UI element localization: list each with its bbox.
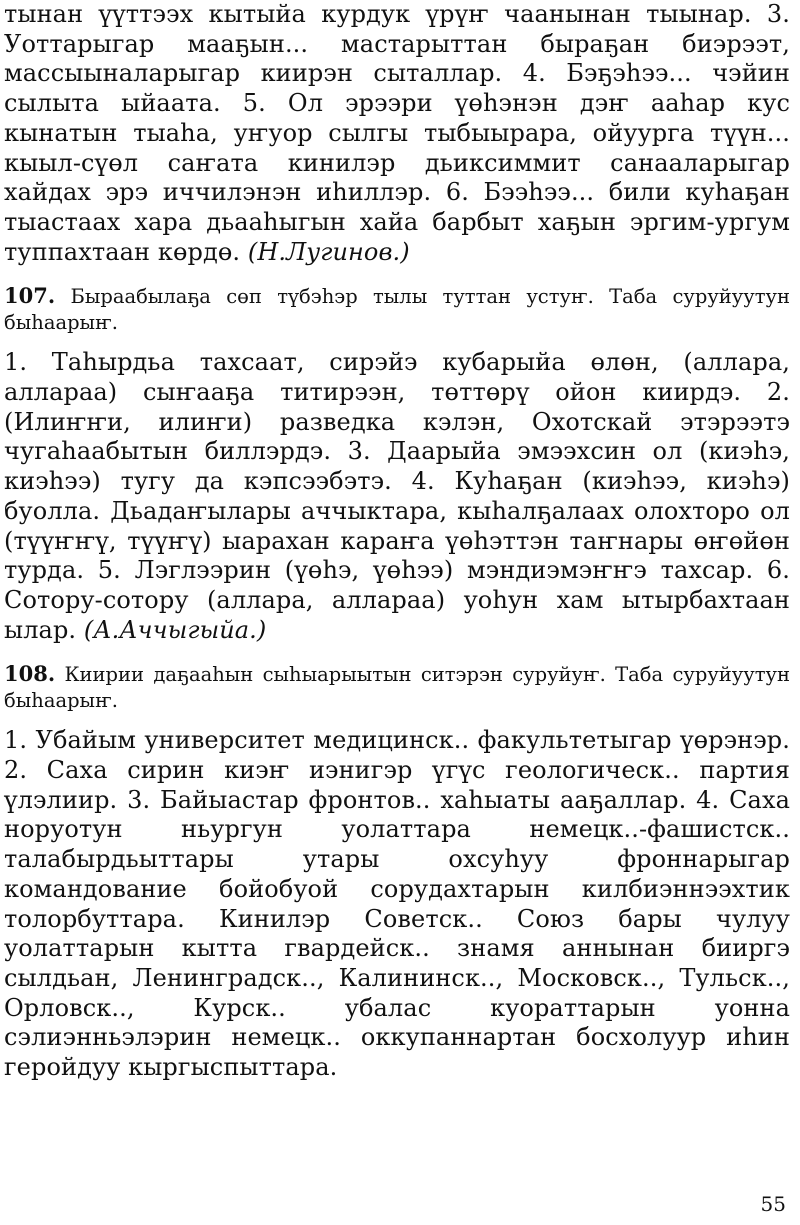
spacer [4, 267, 790, 283]
spacer [4, 336, 790, 348]
exercise-107-instruction [4, 283, 790, 336]
paragraph-continuation-text: тынан үүттээх кытыйа курдук үрүҥ чаанынан тыынар. 3. Уоттарыгар мааҕын... мастарыттан быраҕан биэрээт, массыыналарыгар киирэн сыталлар. 4. Бэҕэһээ... чэйин сылыта ыйаата. 5. Ол эрээри үөһэнэн дэҥ ааһар кус кынатын тыаһа, уҥуор сылгы тыбыырара, ойуурга түүн... кыыл-сүөл саҥата кинилэр дьиксиммит санааларыгар хайдах эрэ иччилэнэн иһиллэр. 6. Бээһээ... били куһаҕан тыастаах хара дьааһыгын хайа барбыт хаҕын эргим-ургум туппахтаан көрдө. [4, 0, 790, 266]
spacer [4, 714, 790, 726]
citation-luginov: (Н.Лугинов.) [247, 237, 410, 266]
citation-achchygyya: (А.Аччыгыйа.) [83, 615, 267, 644]
exercise-108-instruction [4, 661, 790, 714]
exercise-108-instruction-text: Киирии даҕааһын сыһыарыытын ситэрэн суруйуҥ. Таба суруйуутун быһаарыҥ. [4, 663, 790, 713]
exercise-107-text [4, 348, 790, 645]
spacer [4, 645, 790, 661]
exercise-108-body: 1. Убайым университет медицинск.. факультетыгар үөрэнэр. 2. Саха сирин киэҥ иэнигэр үгүс геологическ.. партия үлэлиир. 3. Байыастар фронтов.. хаһыаты ааҕаллар. 4. Саха норуотун ньургун уолаттара немецк..-фашистск.. талабырдьыттары утары охсуһуу фроннарыгар командование бойобуой сорудахтарын килбиэннээхтик толорбуттара. Кинилэр Советск.. Союз бары чулуу уолаттарын кытта гвардейск.. знамя аннынан бииргэ сылдьан, Ленинградск.., Калининск.., Московск.., Тульск.., Орловск.., Курск.. убалас куораттарын уонна сэлиэнньэлэрин немецк.. оккупаннартан босхолуур иһин геройдуу кыргыспыттара. [4, 726, 790, 1082]
exercise-108-number: 108. [4, 661, 56, 687]
exercise-107-number: 107. [4, 283, 56, 309]
exercise-107-instruction-text: Быраабылаҕа сөп түбэһэр тылы туттан устуҥ. Таба суруйуутун быһаарыҥ. [4, 285, 790, 335]
paragraph-continuation [4, 0, 790, 267]
page-content [4, 0, 790, 1083]
exercise-108-text [4, 726, 790, 1082]
page-number: 55 [760, 1192, 786, 1216]
exercise-107-body: 1. Таһырдьа тахсаат, сирэйэ кубарыйа өлөн, (аллара, аллараа) сыҥааҕа титирээн, төттөрү ойон киирдэ. 2. (Илиҥҥи, илиҥи) разведка кэлэн, Охотскай этэрээтэ чугаһаабытын биллэрдэ. 3. Даарыйа эмээхсин ол (киэһэ, киэһээ) тугу да кэпсээбэтэ. 4. Куһаҕан (киэһээ, киэһэ) буолла. Дьадаҥылары аччыктара, кыһалҕалаах олохторо ол (түүҥҥү, түүҥү) ыарахан караҥа үөһэттэн таҥнары өҥөйөн турда. 5. Лэглээрин (үөһэ, үөһээ) мэндиэмэҥҥэ тахсар. 6. Сотору-сотору (аллара, аллараа) уоһун хам ытырбахтаан ылар. [4, 348, 790, 644]
